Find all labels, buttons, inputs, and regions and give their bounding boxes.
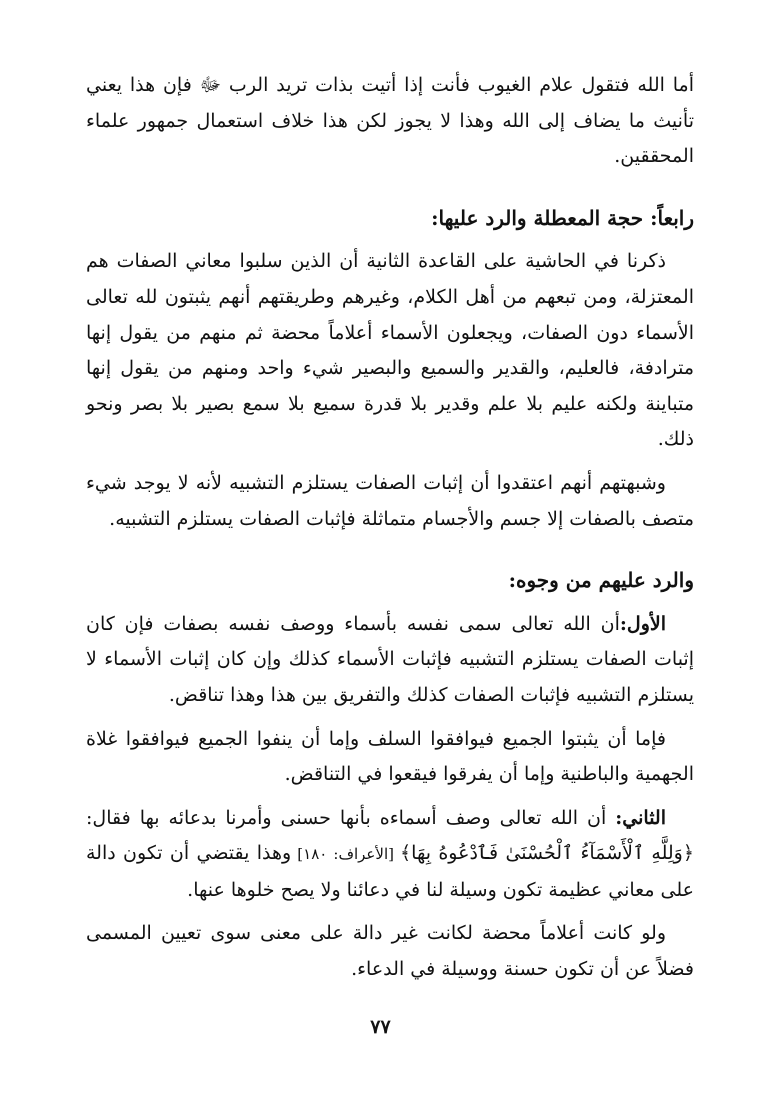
paragraph-1: أما الله فتقول علام الغيوب فأنت إذا أتيت بذات تريد الرب ﷻ فإن هذا يعني تأنيث ما يضاف إلى الله وهذا لا يجوز لكن هذا خلاف استعمال جمهور علماء المحققين.: [86, 74, 694, 168]
quran-verse: ﴿وَلِلَّهِ ٱلْأَسْمَآءُ ٱلْحُسْنَىٰ فَٱدْعُوهُ بِهَا﴾: [400, 842, 694, 865]
second-point-label: الثاني:: [615, 806, 666, 829]
page-number: ٧٧: [370, 1016, 391, 1038]
paragraph-5: ولو كانت أعلاماً محضة لكانت غير دالة على معنى سوى تعيين المسمى فضلاً عن أن تكون حسنة ووسيلة في الدعاء.: [86, 922, 694, 981]
verse-reference: [الأعراف: ١٨٠]: [291, 845, 401, 864]
section-heading-reply: والرد عليهم من وجوه:: [508, 568, 694, 593]
first-point-label: الأول:: [619, 612, 666, 635]
second-point-text-a: أن الله تعالى وصف أسماءه بأنها حسنى وأمرنا بدعائه بها فقال:: [86, 806, 607, 829]
first-point-text: أن الله تعالى سمى نفسه بأسماء ووصف نفسه بصفات فإن كان إثبات الصفات يستلزم التشبيه فإثبات الأسماء كذلك وإن كان إثبات الأسماء لا يستلزم التشبيه فإثبات الصفات كذلك والتفريق بين هذا وهذا تناقض.: [86, 612, 694, 706]
paragraph-2: ذكرنا في الحاشية على القاعدة الثانية أن الذين سلبوا معاني الصفات هم المعتزلة، ومن تبعهم من أهل الكلام، وغيرهم وطريقتهم أنهم يثبتون لله تعالى الأسماء دون الصفات، ويجعلون الأسماء أعلاماً محضة ثم منهم من يقول إنها مترادفة، فالعليم، والقدير والسميع والبصير شيء واحد ومنهم من يقول إنها متباينة ولكنه عليم بلا علم وقدير بلا قدرة سميع بلا سمع بصير بلا بصر ونحو ذلك.: [86, 250, 694, 451]
section-heading-fourth: رابعاً: حجة المعطلة والرد عليها:: [431, 205, 694, 230]
paragraph-3: وشبهتهم أنهم اعتقدوا أن إثبات الصفات يستلزم التشبيه لأنه لا يوجد شيء متصف بالصفات إلا جسم والأجسام متماثلة فإثبات الصفات يستلزم التشبيه.: [86, 471, 694, 530]
second-point-text-b: وهذا يقتضي أن تكون دالة على معاني عظيمة تكون وسيلة لنا في دعائنا ولا يصح خلوها عنها.: [86, 842, 694, 901]
paragraph-second-point: [86, 801, 694, 909]
paragraph-first-point: [86, 607, 694, 714]
page-body: [86, 68, 694, 988]
paragraph-4: فإما أن يثبتوا الجميع فيوافقوا السلف وإما أن ينفوا الجميع فيوافقوا غلاة الجهمية والباطنية وإما أن يفرقوا فيقعوا في التناقض.: [86, 727, 694, 786]
